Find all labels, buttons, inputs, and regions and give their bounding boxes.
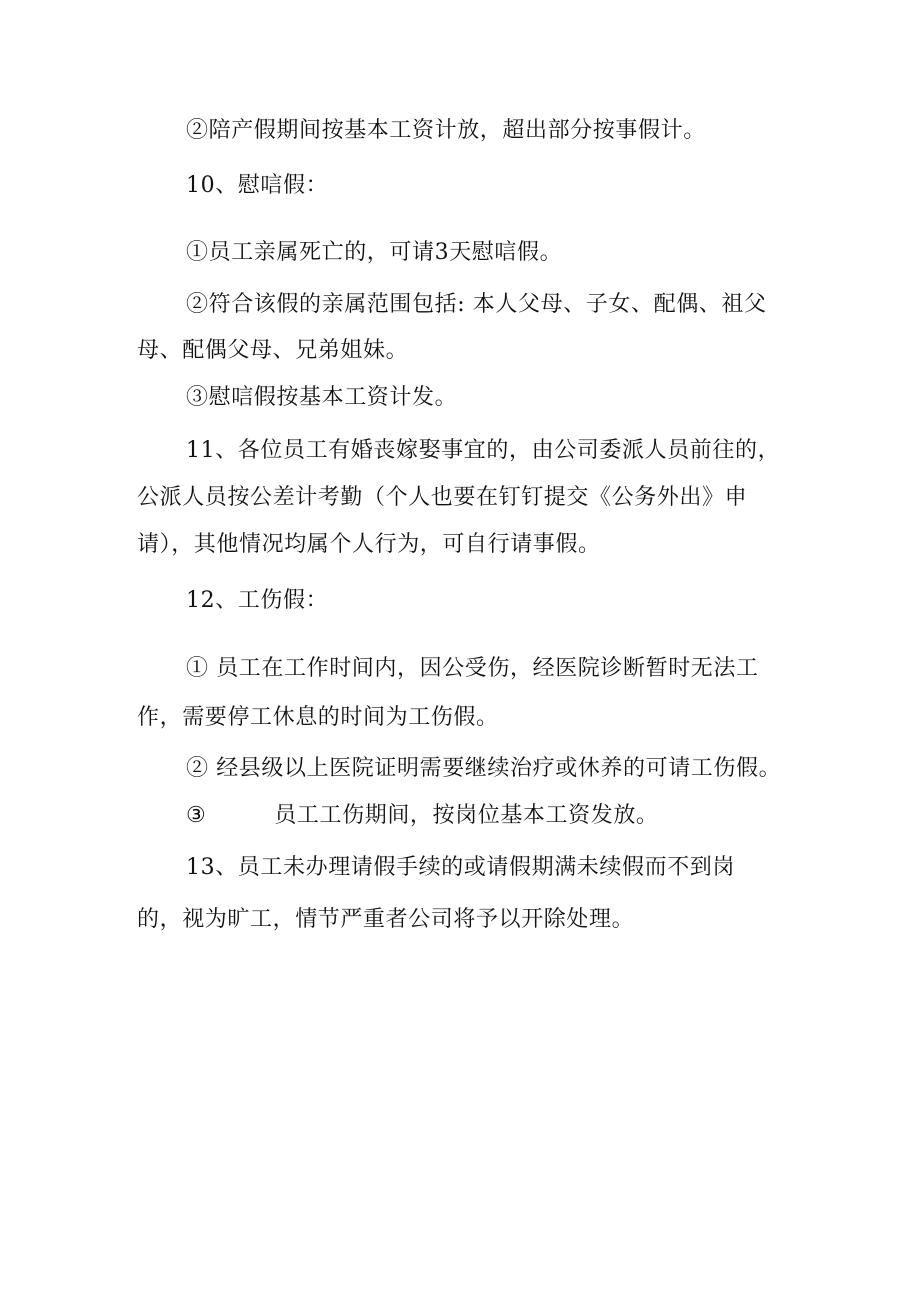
paragraph-line: ①员工亲属死亡的，可请3天慰唁假。 [186,240,563,265]
paragraph-line: 的，视为旷工，情节严重者公司将予以开除处理。 [137,907,635,932]
paragraph-line: ② 经县级以上医院证明需要继续治疗或休养的可请工伤假。 [186,756,782,781]
paragraph-line: ① 员工在工作时间内，因公受伤，经医院诊断暂时无法工 [186,656,759,681]
paragraph-line: 请），其他情况均属个人行为，可自行请事假。 [137,532,601,557]
paragraph-line: 13、员工未办理请假手续的或请假期满未续假而不到岗 [186,855,735,880]
paragraph-line: 11、各位员工有婚丧嫁娶事宜的，由公司委派人员前往的， [186,438,781,463]
paragraph-line: ③慰唁假按基本工资计发。 [186,385,458,410]
list-marker: ③ [186,803,207,828]
paragraph-line: ②陪产假期间按基本工资计放，超出部分按事假计。 [186,118,706,143]
paragraph-line [186,801,659,831]
paragraph-text: 员工工伤期间，按岗位基本工资发放。 [274,803,659,828]
paragraph-line: 公派人员按公差计考勤（个人也要在钉钉提交《公务外出》申 [137,485,748,510]
section-heading: 10、慰唁假： [186,173,329,198]
section-heading: 12、工伤假： [186,588,329,613]
paragraph-line: ②符合该假的亲属范围包括: 本人父母、子女、配偶、祖父 [186,292,767,317]
paragraph-line: 母、配偶父母、兄弟姐妹。 [137,338,409,363]
paragraph-line: 作，需要停工休息的时间为工伤假。 [137,705,499,730]
